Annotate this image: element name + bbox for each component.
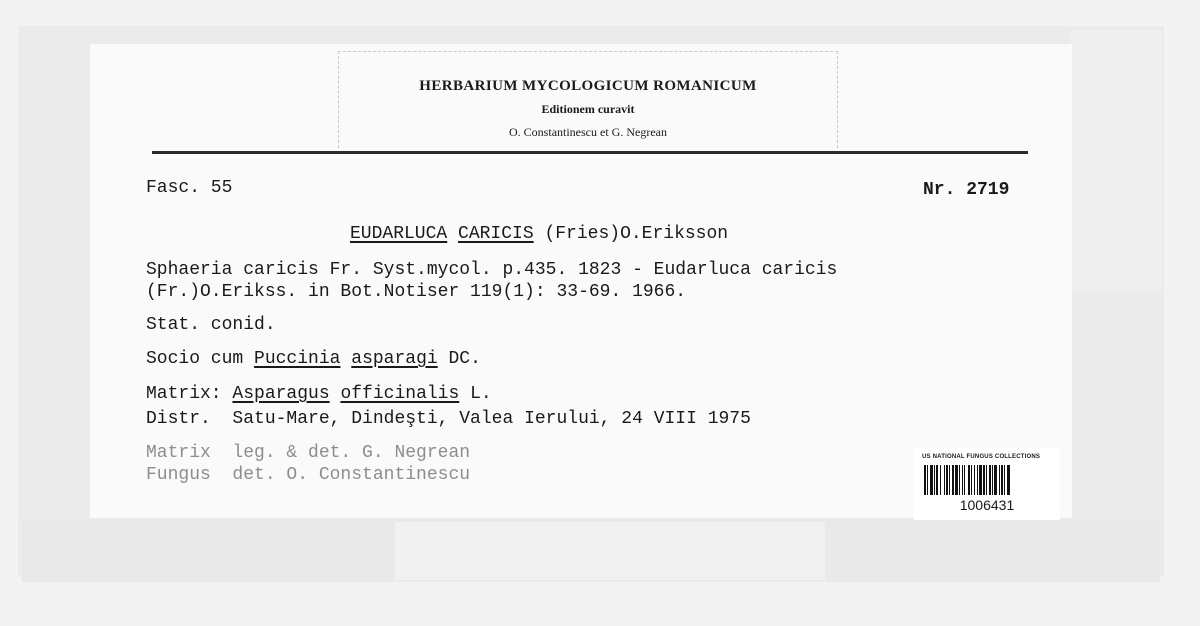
taxon-authority: (Fries)O.Eriksson	[533, 224, 729, 244]
barcode-bar	[1007, 465, 1010, 495]
distr-prefix: Distr.	[146, 409, 233, 429]
barcode-bar	[936, 465, 938, 495]
matrix-species: officinalis	[340, 384, 460, 404]
matrix-prefix: Matrix:	[146, 384, 233, 404]
socio-prefix: Socio cum	[146, 349, 255, 369]
barcode-bar	[952, 465, 954, 495]
synonymy-line-2: (Fr.)O.Erikss. in Bot.Notiser 119(1): 33-69. 1966.	[146, 282, 687, 302]
synonymy-line-1: Sphaeria caricis Fr. Syst.mycol. p.435. 1823 - Eudarluca caricis	[146, 260, 838, 280]
label-header	[338, 51, 838, 148]
editors-names: O. Constantinescu et G. Negrean	[509, 125, 667, 139]
editors-caption: Editionem curavit	[541, 102, 635, 116]
barcode-bar	[968, 465, 970, 495]
barcode-bar	[934, 465, 935, 495]
fascicle-number: Fasc. 55	[146, 178, 233, 198]
barcode-bar	[949, 465, 950, 495]
taxon-name	[350, 224, 728, 244]
barcode-bar	[986, 465, 987, 495]
barcode-bar	[927, 465, 928, 495]
barcode-bar	[946, 465, 948, 495]
fungus-determiner-line: Fungus det. O. Constantinescu	[146, 465, 471, 485]
barcode-bar	[962, 465, 963, 495]
distribution-line	[146, 409, 751, 429]
barcode-bar	[994, 465, 997, 495]
socio-authority: DC.	[437, 349, 481, 369]
header-rule	[152, 151, 1028, 154]
barcode-bar	[992, 465, 993, 495]
socio-genus: Puccinia	[254, 349, 341, 369]
barcode-number: 1006431	[959, 497, 1015, 513]
distr-locality: Satu-Mare, Dindeşti, Valea Ierului, 24 VIII 1975	[232, 409, 751, 429]
barcode-bar	[1001, 465, 1003, 495]
barcode-bar	[930, 465, 933, 495]
taxon-genus: EUDARLUCA	[350, 224, 448, 244]
barcode-bar	[989, 465, 991, 495]
specimen-label	[90, 44, 1072, 518]
barcode-collection-name: US NATIONAL FUNGUS COLLECTIONS	[922, 454, 1041, 460]
barcode-label	[914, 448, 1060, 520]
barcode-bar	[979, 465, 982, 495]
matrix-authority: L.	[459, 384, 492, 404]
institution-name: HERBARIUM MYCOLOGICUM ROMANICUM	[419, 78, 757, 94]
barcode-icon	[924, 465, 1050, 495]
sheet-flap	[1070, 30, 1162, 292]
taxon-species: CARICIS	[458, 224, 534, 244]
barcode-bar	[940, 465, 941, 495]
barcode-bar	[964, 465, 965, 495]
socio-line	[146, 349, 481, 369]
barcode-bar	[999, 465, 1000, 495]
barcode-bar	[971, 465, 972, 495]
barcode-bar	[959, 465, 960, 495]
barcode-bar	[1004, 465, 1005, 495]
barcode-bar	[924, 465, 926, 495]
packet-bottom	[395, 522, 825, 580]
matrix-line	[146, 384, 492, 404]
stat-line: Stat. conid.	[146, 315, 276, 335]
barcode-bar	[944, 465, 945, 495]
barcode-bar	[974, 465, 975, 495]
barcode-bar	[983, 465, 985, 495]
matrix-collector-line: Matrix leg. & det. G. Negrean	[146, 443, 471, 463]
barcode-bar	[955, 465, 958, 495]
socio-species: asparagi	[351, 349, 438, 369]
barcode-bar	[977, 465, 978, 495]
matrix-genus: Asparagus	[232, 384, 330, 404]
exsiccata-number: Nr. 2719	[923, 180, 1010, 200]
